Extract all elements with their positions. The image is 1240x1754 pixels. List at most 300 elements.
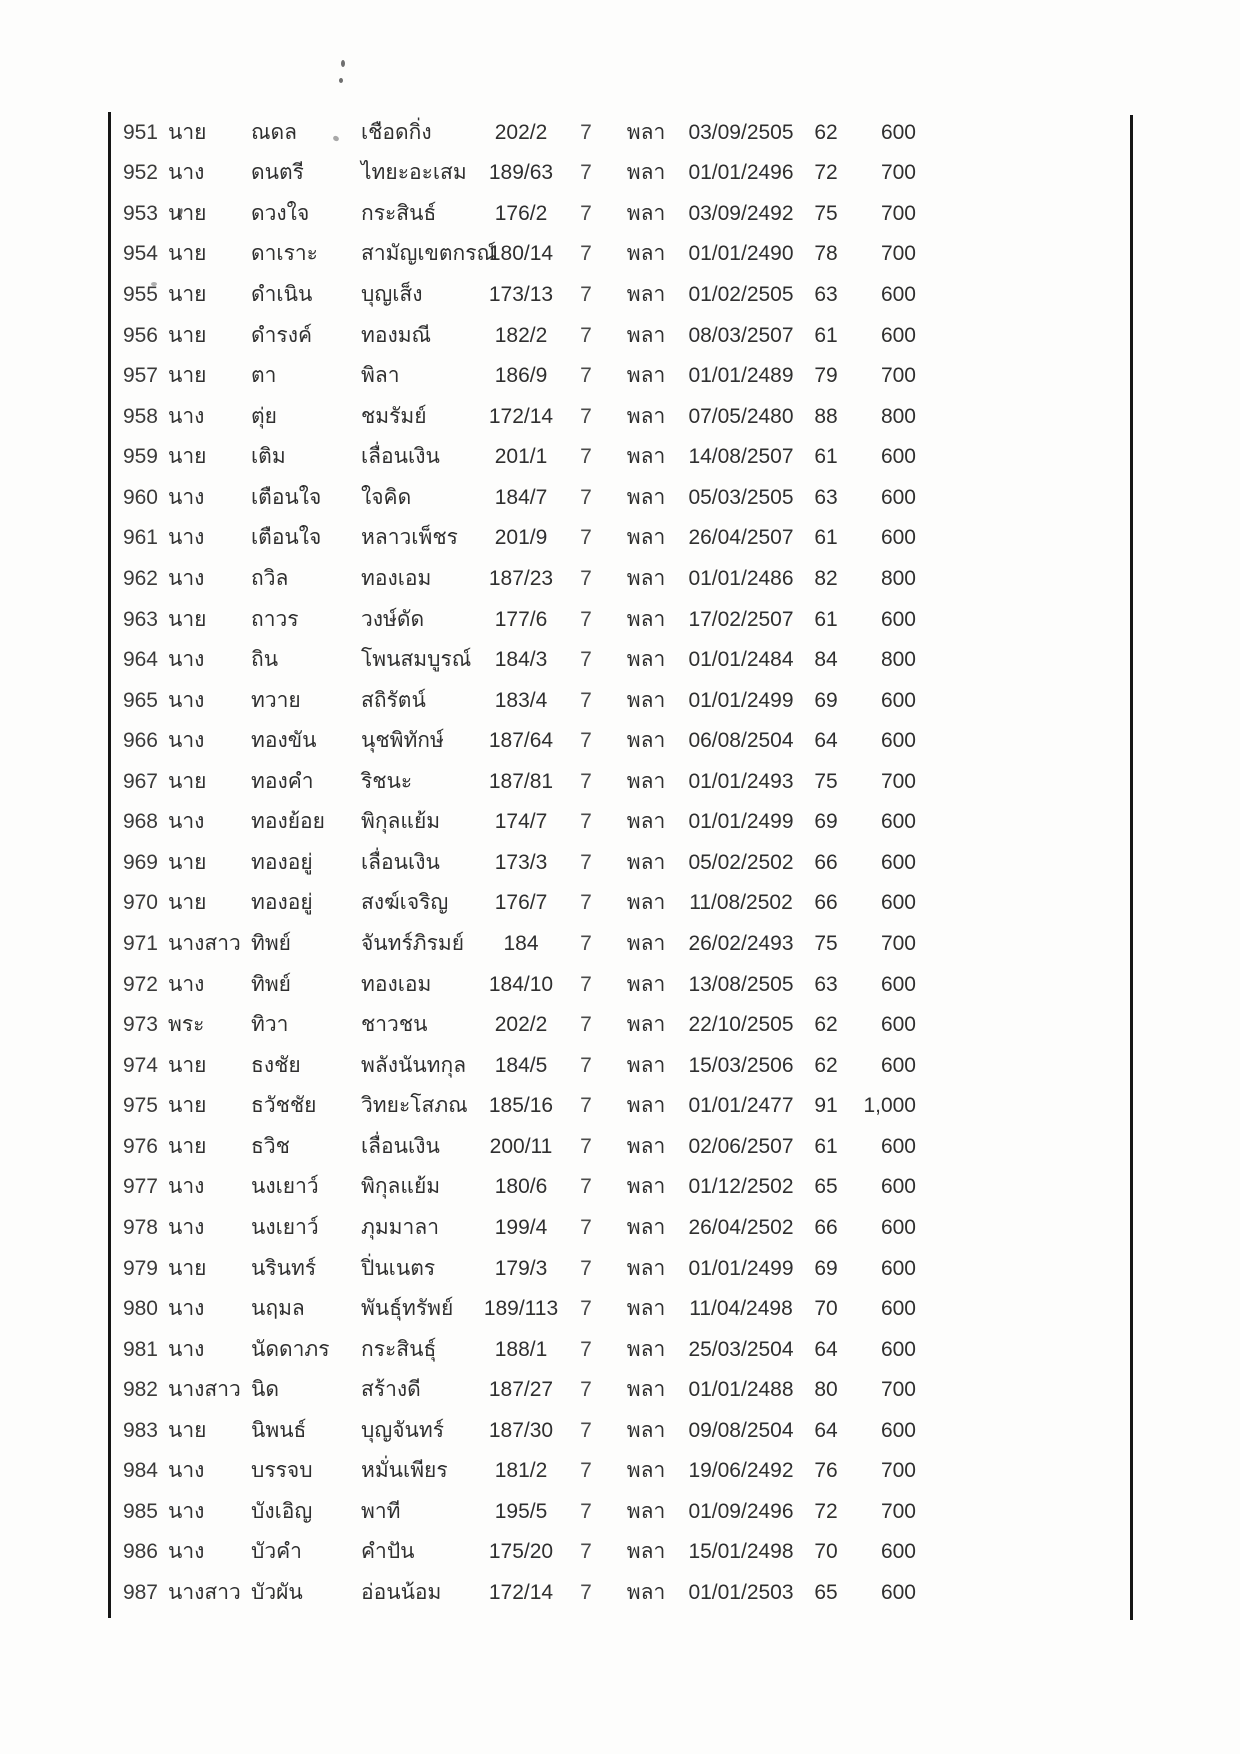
birthdate-cell: 05/02/2502 — [688, 850, 794, 874]
first-name-cell: ธงชัย — [251, 1053, 301, 1077]
title-cell: นาง — [168, 648, 205, 672]
table-row — [110, 1329, 960, 1370]
last-name-cell: หมั่นเพียร — [361, 1459, 448, 1483]
birthdate-cell: 01/01/2489 — [688, 364, 794, 388]
age-cell: 88 — [814, 404, 838, 428]
last-name-cell: ชมรัมย์ — [361, 404, 427, 428]
row-number-cell: 965 — [122, 688, 158, 712]
first-name-cell: ถวิล — [251, 566, 289, 590]
first-name-cell: ถาวร — [251, 607, 299, 631]
village-number-cell: 7 — [580, 1540, 592, 1564]
last-name-cell: สร้างดี — [361, 1378, 421, 1402]
amount-cell: 600 — [880, 972, 916, 996]
house-number-cell: 184 — [503, 932, 539, 956]
house-number-cell: 182/2 — [494, 323, 548, 347]
village-number-cell: 7 — [580, 607, 592, 631]
first-name-cell: นิพนธ์ — [251, 1418, 307, 1442]
first-name-cell: เตือนใจ — [251, 526, 322, 550]
age-cell: 64 — [814, 1418, 838, 1442]
subdistrict-cell: พลา — [626, 688, 666, 712]
house-number-cell: 187/64 — [488, 729, 554, 753]
village-number-cell: 7 — [580, 1256, 592, 1280]
house-number-cell: 187/30 — [488, 1418, 554, 1442]
house-number-cell: 184/7 — [494, 485, 548, 509]
age-cell: 66 — [814, 1215, 838, 1239]
house-number-cell: 175/20 — [488, 1540, 554, 1564]
title-cell: นาง — [168, 485, 205, 509]
amount-cell: 700 — [880, 769, 916, 793]
subdistrict-cell: พลา — [626, 648, 666, 672]
amount-cell: 700 — [880, 201, 916, 225]
house-number-cell: 181/2 — [494, 1459, 548, 1483]
subdistrict-cell: พลา — [626, 729, 666, 753]
village-number-cell: 7 — [580, 201, 592, 225]
birthdate-cell: 13/08/2505 — [688, 972, 794, 996]
title-cell: นางสาว — [168, 932, 241, 956]
village-number-cell: 7 — [580, 566, 592, 590]
first-name-cell: นฤมล — [251, 1297, 305, 1321]
row-number-cell: 977 — [122, 1175, 158, 1199]
title-cell: นาย — [168, 364, 207, 388]
table-row — [110, 1369, 960, 1410]
first-name-cell: ทองอยู่ — [251, 850, 313, 874]
scan-artifact — [339, 78, 343, 83]
table-row — [110, 1288, 960, 1329]
first-name-cell: ทิวา — [251, 1013, 289, 1037]
row-number-cell: 963 — [122, 607, 158, 631]
village-number-cell: 7 — [580, 1215, 592, 1239]
amount-cell: 600 — [880, 1337, 916, 1361]
row-number-cell: 960 — [122, 485, 158, 509]
table-row — [110, 396, 960, 437]
scan-artifact — [341, 60, 345, 67]
amount-cell: 1,000 — [863, 1094, 916, 1118]
row-number-cell: 956 — [122, 323, 158, 347]
title-cell: นาย — [168, 850, 207, 874]
age-cell: 72 — [814, 161, 838, 185]
last-name-cell: ไทยะอะเสม — [361, 161, 467, 185]
house-number-cell: 180/14 — [488, 242, 554, 266]
title-cell: นาย — [168, 283, 207, 307]
first-name-cell: นิด — [251, 1378, 279, 1402]
table-row — [110, 1167, 960, 1208]
last-name-cell: พิกุลแย้ม — [361, 1175, 441, 1199]
house-number-cell: 188/1 — [494, 1337, 548, 1361]
row-number-cell: 951 — [122, 120, 158, 144]
title-cell: นาย — [168, 120, 207, 144]
first-name-cell: ตา — [251, 364, 277, 388]
amount-cell: 600 — [880, 120, 916, 144]
subdistrict-cell: พลา — [626, 607, 666, 631]
table-row — [110, 274, 960, 315]
first-name-cell: ทองย้อย — [251, 810, 325, 834]
subdistrict-cell: พลา — [626, 850, 666, 874]
house-number-cell: 189/63 — [488, 161, 554, 185]
house-number-cell: 176/2 — [494, 201, 548, 225]
first-name-cell: ถิน — [251, 648, 279, 672]
amount-cell: 700 — [880, 161, 916, 185]
table-row — [110, 883, 960, 924]
amount-cell: 600 — [880, 1540, 916, 1564]
age-cell: 75 — [814, 769, 838, 793]
title-cell: นาย — [168, 201, 207, 225]
amount-cell: 600 — [880, 729, 916, 753]
amount-cell: 700 — [880, 364, 916, 388]
birthdate-cell: 02/06/2507 — [688, 1134, 794, 1158]
age-cell: 80 — [814, 1378, 838, 1402]
row-number-cell: 952 — [122, 161, 158, 185]
table-row — [110, 315, 960, 356]
row-number-cell: 969 — [122, 850, 158, 874]
age-cell: 63 — [814, 283, 838, 307]
house-number-cell: 180/6 — [494, 1175, 548, 1199]
birthdate-cell: 01/01/2499 — [688, 1256, 794, 1280]
village-number-cell: 7 — [580, 283, 592, 307]
row-number-cell: 972 — [122, 972, 158, 996]
table-row — [110, 1126, 960, 1167]
first-name-cell: ดำรงค์ — [251, 323, 313, 347]
birthdate-cell: 01/01/2490 — [688, 242, 794, 266]
birthdate-cell: 25/03/2504 — [688, 1337, 794, 1361]
subdistrict-cell: พลา — [626, 283, 666, 307]
title-cell: นาย — [168, 323, 207, 347]
first-name-cell: ณดล — [251, 120, 297, 144]
first-name-cell: เตือนใจ — [251, 485, 322, 509]
table-row — [110, 112, 960, 153]
row-number-cell: 971 — [122, 932, 158, 956]
row-number-cell: 974 — [122, 1053, 158, 1077]
table-row — [110, 153, 960, 194]
village-number-cell: 7 — [580, 891, 592, 915]
age-cell: 61 — [814, 445, 838, 469]
row-number-cell: 985 — [122, 1499, 158, 1523]
title-cell: นาง — [168, 526, 205, 550]
title-cell: นาง — [168, 810, 205, 834]
amount-cell: 600 — [880, 283, 916, 307]
table-row — [110, 1491, 960, 1532]
last-name-cell: ชาวชน — [361, 1013, 428, 1037]
last-name-cell: อ่อนน้อม — [361, 1581, 442, 1605]
house-number-cell: 173/3 — [494, 850, 548, 874]
table-row — [110, 761, 960, 802]
title-cell: นาง — [168, 1540, 205, 1564]
table-row — [110, 518, 960, 559]
first-name-cell: นงเยาว์ — [251, 1175, 319, 1199]
last-name-cell: พลังนันทกุล — [361, 1053, 467, 1077]
first-name-cell: ดำเนิน — [251, 283, 313, 307]
row-number-cell: 987 — [122, 1581, 158, 1605]
subdistrict-cell: พลา — [626, 1134, 666, 1158]
first-name-cell: บัวผัน — [251, 1581, 303, 1605]
birthdate-cell: 06/08/2504 — [688, 729, 794, 753]
amount-cell: 700 — [880, 932, 916, 956]
last-name-cell: พันธุ์ทรัพย์ — [361, 1297, 454, 1321]
house-number-cell: 176/7 — [494, 891, 548, 915]
age-cell: 70 — [814, 1540, 838, 1564]
age-cell: 61 — [814, 526, 838, 550]
house-number-cell: 200/11 — [489, 1134, 553, 1158]
row-number-cell: 961 — [122, 526, 158, 550]
village-number-cell: 7 — [580, 769, 592, 793]
village-number-cell: 7 — [580, 972, 592, 996]
title-cell: นางสาว — [168, 1378, 241, 1402]
village-number-cell: 7 — [580, 242, 592, 266]
last-name-cell: จันทร์ภิรมย์ — [361, 932, 465, 956]
age-cell: 62 — [814, 1013, 838, 1037]
village-number-cell: 7 — [580, 932, 592, 956]
last-name-cell: บุญเส็ง — [361, 283, 423, 307]
age-cell: 61 — [814, 1134, 838, 1158]
title-cell: นาย — [168, 445, 207, 469]
house-number-cell: 202/2 — [494, 120, 548, 144]
amount-cell: 600 — [880, 485, 916, 509]
village-number-cell: 7 — [580, 850, 592, 874]
last-name-cell: สงฆ์เจริญ — [361, 891, 449, 915]
house-number-cell: 183/4 — [494, 688, 548, 712]
first-name-cell: ทองอยู่ — [251, 891, 313, 915]
table-row — [110, 1248, 960, 1289]
house-number-cell: 187/81 — [488, 769, 554, 793]
amount-cell: 600 — [880, 1215, 916, 1239]
amount-cell: 800 — [880, 648, 916, 672]
house-number-cell: 173/13 — [488, 283, 554, 307]
table-row — [110, 1045, 960, 1086]
age-cell: 75 — [814, 932, 838, 956]
last-name-cell: สถิรัตน์ — [361, 688, 426, 712]
birthdate-cell: 01/12/2502 — [688, 1175, 794, 1199]
row-number-cell: 975 — [122, 1094, 158, 1118]
subdistrict-cell: พลา — [626, 1581, 666, 1605]
subdistrict-cell: พลา — [626, 1459, 666, 1483]
village-number-cell: 7 — [580, 1297, 592, 1321]
birthdate-cell: 26/04/2502 — [688, 1215, 794, 1239]
birthdate-cell: 01/01/2488 — [688, 1378, 794, 1402]
subdistrict-cell: พลา — [626, 1297, 666, 1321]
birthdate-cell: 26/04/2507 — [688, 526, 794, 550]
first-name-cell: บังเอิญ — [251, 1499, 313, 1523]
last-name-cell: ภุมมาลา — [361, 1215, 439, 1239]
birthdate-cell: 14/08/2507 — [688, 445, 794, 469]
title-cell: นาง — [168, 688, 205, 712]
subdistrict-cell: พลา — [626, 242, 666, 266]
title-cell: นาง — [168, 161, 205, 185]
house-number-cell: 185/16 — [488, 1094, 554, 1118]
table-row — [110, 842, 960, 883]
row-number-cell: 978 — [122, 1215, 158, 1239]
table-row — [110, 355, 960, 396]
birthdate-cell: 01/09/2496 — [688, 1499, 794, 1523]
house-number-cell: 187/27 — [488, 1378, 554, 1402]
birthdate-cell: 11/08/2502 — [689, 891, 793, 915]
first-name-cell: บรรจบ — [251, 1459, 313, 1483]
birthdate-cell: 01/01/2493 — [688, 769, 794, 793]
title-cell: นาย — [168, 242, 207, 266]
village-number-cell: 7 — [580, 1134, 592, 1158]
title-cell: พระ — [168, 1013, 205, 1037]
birthdate-cell: 19/06/2492 — [688, 1459, 794, 1483]
amount-cell: 600 — [880, 1256, 916, 1280]
birthdate-cell: 01/01/2484 — [688, 648, 794, 672]
last-name-cell: วงษ์ดัด — [361, 607, 425, 631]
age-cell: 64 — [814, 729, 838, 753]
row-number-cell: 955 — [122, 283, 158, 307]
subdistrict-cell: พลา — [626, 1215, 666, 1239]
first-name-cell: ตุ่ย — [251, 404, 277, 428]
last-name-cell: กระสินธ์ — [361, 201, 437, 225]
first-name-cell: ดวงใจ — [251, 201, 310, 225]
amount-cell: 600 — [880, 1175, 916, 1199]
subdistrict-cell: พลา — [626, 120, 666, 144]
last-name-cell: เลื่อนเงิน — [361, 850, 440, 874]
last-name-cell: พาที — [361, 1499, 401, 1523]
subdistrict-cell: พลา — [626, 810, 666, 834]
row-number-cell: 954 — [122, 242, 158, 266]
table-row — [110, 1451, 960, 1492]
table-row — [110, 558, 960, 599]
village-number-cell: 7 — [580, 1581, 592, 1605]
age-cell: 75 — [814, 201, 838, 225]
house-number-cell: 199/4 — [494, 1215, 548, 1239]
table-row — [110, 599, 960, 640]
title-cell: นาย — [168, 1256, 207, 1280]
house-number-cell: 174/7 — [494, 810, 548, 834]
table-row — [110, 680, 960, 721]
village-number-cell: 7 — [580, 161, 592, 185]
first-name-cell: ธวิช — [251, 1134, 290, 1158]
table-row — [110, 1207, 960, 1248]
age-cell: 66 — [814, 850, 838, 874]
village-number-cell: 7 — [580, 688, 592, 712]
amount-cell: 600 — [880, 1297, 916, 1321]
age-cell: 79 — [814, 364, 838, 388]
village-number-cell: 7 — [580, 1499, 592, 1523]
house-number-cell: 201/1 — [494, 445, 548, 469]
subdistrict-cell: พลา — [626, 445, 666, 469]
birthdate-cell: 01/01/2499 — [688, 688, 794, 712]
amount-cell: 600 — [880, 1013, 916, 1037]
birthdate-cell: 01/01/2486 — [688, 566, 794, 590]
house-number-cell: 172/14 — [488, 1581, 554, 1605]
subdistrict-cell: พลา — [626, 323, 666, 347]
age-cell: 78 — [814, 242, 838, 266]
title-cell: นาย — [168, 1053, 207, 1077]
age-cell: 76 — [814, 1459, 838, 1483]
birthdate-cell: 26/02/2493 — [688, 932, 794, 956]
age-cell: 82 — [814, 566, 838, 590]
subdistrict-cell: พลา — [626, 566, 666, 590]
first-name-cell: เติม — [251, 445, 286, 469]
village-number-cell: 7 — [580, 1013, 592, 1037]
village-number-cell: 7 — [580, 404, 592, 428]
age-cell: 62 — [814, 1053, 838, 1077]
amount-cell: 600 — [880, 445, 916, 469]
title-cell: นาง — [168, 566, 205, 590]
village-number-cell: 7 — [580, 1175, 592, 1199]
row-number-cell: 968 — [122, 810, 158, 834]
subdistrict-cell: พลา — [626, 769, 666, 793]
birthdate-cell: 09/08/2504 — [688, 1418, 794, 1442]
amount-cell: 600 — [880, 810, 916, 834]
last-name-cell: ทองมณี — [361, 323, 432, 347]
amount-cell: 600 — [880, 891, 916, 915]
first-name-cell: ทิพย์ — [251, 972, 291, 996]
title-cell: นาย — [168, 1418, 207, 1442]
first-name-cell: ทวาย — [251, 688, 301, 712]
amount-cell: 600 — [880, 1134, 916, 1158]
amount-cell: 600 — [880, 1418, 916, 1442]
subdistrict-cell: พลา — [626, 1418, 666, 1442]
amount-cell: 600 — [880, 607, 916, 631]
row-number-cell: 973 — [122, 1013, 158, 1037]
village-number-cell: 7 — [580, 729, 592, 753]
amount-cell: 700 — [880, 1459, 916, 1483]
house-number-cell: 172/14 — [488, 404, 554, 428]
age-cell: 91 — [814, 1094, 838, 1118]
row-number-cell: 970 — [122, 891, 158, 915]
village-number-cell: 7 — [580, 1337, 592, 1361]
birthdate-cell: 01/01/2499 — [688, 810, 794, 834]
title-cell: นาย — [168, 1134, 207, 1158]
row-number-cell: 958 — [122, 404, 158, 428]
first-name-cell: นงเยาว์ — [251, 1215, 319, 1239]
table-row — [110, 477, 960, 518]
subdistrict-cell: พลา — [626, 201, 666, 225]
amount-cell: 600 — [880, 526, 916, 550]
age-cell: 69 — [814, 1256, 838, 1280]
table-row — [110, 964, 960, 1005]
age-cell: 63 — [814, 485, 838, 509]
row-number-cell: 957 — [122, 364, 158, 388]
village-number-cell: 7 — [580, 810, 592, 834]
first-name-cell: นรินทร์ — [251, 1256, 317, 1280]
house-number-cell: 184/3 — [494, 648, 548, 672]
birthdate-cell: 15/01/2498 — [688, 1540, 794, 1564]
subdistrict-cell: พลา — [626, 161, 666, 185]
subdistrict-cell: พลา — [626, 1094, 666, 1118]
title-cell: นาง — [168, 1297, 205, 1321]
last-name-cell: หลาวเพ็ชร — [361, 526, 458, 550]
village-number-cell: 7 — [580, 648, 592, 672]
table-row — [110, 1532, 960, 1573]
row-number-cell: 976 — [122, 1134, 158, 1158]
table-row — [110, 193, 960, 234]
birthdate-cell: 22/10/2505 — [688, 1013, 794, 1037]
birthdate-cell: 07/05/2480 — [688, 404, 794, 428]
table-row — [110, 923, 960, 964]
first-name-cell: บัวคำ — [251, 1540, 302, 1564]
subdistrict-cell: พลา — [626, 1013, 666, 1037]
title-cell: นาง — [168, 729, 205, 753]
last-name-cell: ทองเอม — [361, 972, 432, 996]
table-row — [110, 1410, 960, 1451]
age-cell: 63 — [814, 972, 838, 996]
title-cell: นาย — [168, 891, 207, 915]
row-number-cell: 981 — [122, 1337, 158, 1361]
table-row — [110, 639, 960, 680]
subdistrict-cell: พลา — [626, 1499, 666, 1523]
birthdate-cell: 03/09/2505 — [688, 120, 794, 144]
birthdate-cell: 01/01/2477 — [688, 1094, 794, 1118]
age-cell: 84 — [814, 648, 838, 672]
title-cell: นาย — [168, 1094, 207, 1118]
title-cell: นาง — [168, 1337, 205, 1361]
last-name-cell: เลื่อนเงิน — [361, 1134, 440, 1158]
last-name-cell: ทองเอม — [361, 566, 432, 590]
subdistrict-cell: พลา — [626, 1540, 666, 1564]
birthdate-cell: 03/09/2492 — [688, 201, 794, 225]
subdistrict-cell: พลา — [626, 404, 666, 428]
amount-cell: 700 — [880, 242, 916, 266]
